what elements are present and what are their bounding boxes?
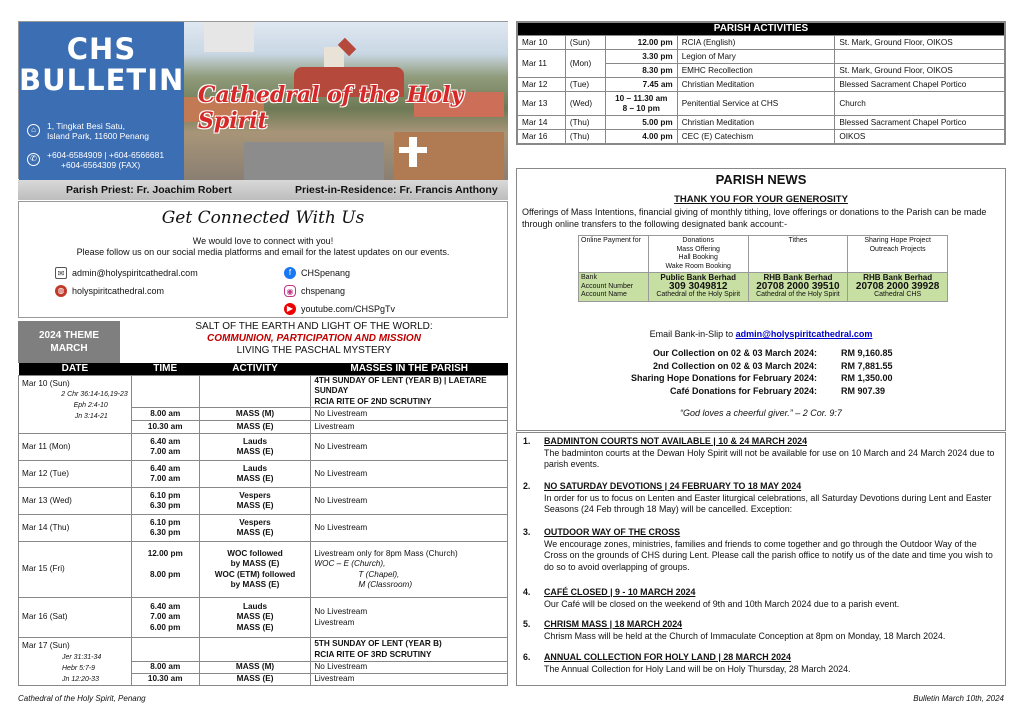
table-row: 8.00 am MASS (M) No Livestream [19, 408, 508, 421]
bank-account-table: Online Payment for Donations Mass Offering Hall Booking Wake Room Booking Tithes Sharing Hope Project Outreach Projects Bank Account Number Account Name Public Bank Berhad 309 3049812 Cathedral of the Holy Spirit RHB Bank Berhad 20708 2000 39510 Cathedral of the Holy Spirit RHB Bank Berhad 20708 2000 39928 Cathedral CHS [578, 235, 948, 302]
phone-icon: ✆ [27, 153, 40, 166]
parish-news [516, 168, 1006, 431]
youtube-link[interactable]: ▶ youtube.com/CHSPgTv [284, 303, 395, 315]
instagram-link[interactable]: ◉ chspenang [284, 285, 345, 297]
list-item: 1. BADMINTON COURTS NOT AVAILABLE | 10 & 24 MARCH 2024 The badminton courts at the Dewan Holy Spirit will not be available for use on 10 March and 24 March 2024 due to parish events. [523, 436, 995, 469]
instagram-icon: ◉ [284, 285, 296, 297]
mail-icon: ✉ [55, 267, 67, 279]
table-row: Mar 15 (Fri) 12.00 pm 8.00 pm WOC followed by MASS (E) WOC (ETM) followed by MASS (E) Livestream only for 8pm Mass (Church) WOC – E (Church), T (Chapel), M (Classroom) [19, 542, 508, 598]
activities-title: PARISH ACTIVITIES [518, 23, 1005, 36]
mass-schedule [18, 363, 508, 686]
news-title: PARISH NEWS [715, 172, 807, 187]
collection-values: RM 9,160.85 RM 7,881.55 RM 1,350.00 RM 907.39 [841, 348, 893, 396]
youtube-icon: ▶ [284, 303, 296, 315]
priest-in-residence: Priest-in-Residence: Fr. Francis Anthony [295, 184, 498, 196]
bank-slip-email: Email Bank-in-Slip to admin@holyspiritcathedral.com [649, 329, 873, 339]
table-row: Mar 10 (Sun) 2 Chr 36:14-16,19-23 Eph 2:4-10 Jn 3:14-21 4TH SUNDAY OF LENT (YEAR B) | LAETARE SUNDAY RCIA RITE OF 2ND SCRUTINY [19, 375, 508, 408]
news-items [516, 432, 1006, 686]
footer-left: Cathedral of the Holy Spirit, Penang [18, 694, 146, 703]
facebook-link[interactable]: f CHSpenang [284, 267, 350, 279]
footer-right: Bulletin March 10th, 2024 [913, 694, 1004, 703]
home-icon: ⌂ [27, 124, 40, 137]
brand-panel [19, 22, 184, 180]
table-row: Mar 12 (Tue) 7.45 am Christian Meditation Blessed Sacrament Chapel Portico [518, 78, 1005, 92]
table-row: 10.30 am MASS (E) Livestream [19, 674, 508, 686]
phone-numbers: +604-6584909 | +604-6566681 +604-6564309 (FAX) [47, 150, 165, 170]
cathedral-title: Cathedral of the Holy Spirit [198, 82, 464, 134]
table-row: 8.30 pm EMHC Recollection St. Mark, Ground Floor, OIKOS [518, 64, 1005, 78]
address: 1, Tingkat Besi Satu, Island Park, 11600 Penang [47, 121, 149, 141]
theme-section [18, 321, 508, 369]
table-row: Mar 11 (Mon) 3.30 pm Legion of Mary [518, 50, 1005, 64]
table-row: Mar 11 (Mon) 6.40 am 7.00 am Lauds MASS (E) No Livestream [19, 434, 508, 461]
table-row: 10.30 am MASS (E) Livestream [19, 421, 508, 434]
table-row: Mar 16 (Thu) 4.00 pm CEC (E) Catechism OIKOS [518, 130, 1005, 144]
table-row: Mar 17 (Sun) Jer 31:31-34 Hebr 5:7-9 Jn 12:20-33 5TH SUNDAY OF LENT (YEAR B) RCIA RITE OF 3RD SCRUTINY [19, 638, 508, 662]
table-row: Mar 13 (Wed) 6.10 pm 6.30 pm Vespers MASS (E) No Livestream [19, 488, 508, 515]
facebook-icon: f [284, 267, 296, 279]
col-activity: ACTIVITY [199, 363, 311, 375]
globe-icon: ◍ [55, 285, 67, 297]
table-row: 8.00 am MASS (M) No Livestream [19, 662, 508, 674]
table-row: Mar 16 (Sat) 6.40 am 7.00 am 6.00 pm Lauds MASS (E) MASS (E) No Livestream Livestream [19, 598, 508, 638]
col-time: TIME [131, 363, 199, 375]
offer-text: Offerings of Mass Intentions, financial giving of monthly tithing, love offerings or donations to the Parish can be made through online transfers to the following designated bank account:- [522, 207, 987, 229]
col-masses: MASSES IN THE PARISH [311, 363, 508, 375]
list-item: 4. CAFÉ CLOSED | 9 - 10 MARCH 2024 Our Café will be closed on the weekend of 9th and 10th March 2024 due to a parish event. [523, 587, 900, 609]
email-link[interactable]: ✉ admin@holyspiritcathedral.com [55, 267, 198, 279]
table-row: Mar 14 (Thu) 6.10 pm 6.30 pm Vespers MASS (E) No Livestream [19, 515, 508, 542]
website-link[interactable]: ◍ holyspiritcathedral.com [55, 285, 164, 297]
bulletin-header [18, 21, 508, 179]
connect-section [18, 201, 508, 318]
connect-line2: Please follow us on our social media platforms and email for the latest updates on our events. [76, 247, 450, 257]
parish-priest: Parish Priest: Fr. Joachim Robert [66, 184, 232, 196]
col-date: DATE [19, 363, 132, 375]
brand-title: CHS BULLETIN [19, 32, 185, 97]
list-item: 6. ANNUAL COLLECTION FOR HOLY LAND | 28 MARCH 2024 The Annual Collection for Holy Land will be on Holy Thursday, 28 March 2024. [523, 652, 851, 674]
connect-title: Get Connected With Us [161, 208, 365, 228]
parish-activities [516, 21, 1006, 145]
clergy-bar [18, 180, 508, 200]
email-link[interactable]: admin@holyspiritcathedral.com [735, 329, 873, 339]
list-item: 5. CHRISM MASS | 18 MARCH 2024 Chrism Mass will be held at the Church of Immaculate Conception at 8pm on Monday, 18 March 2024. [523, 619, 946, 641]
table-row: Mar 12 (Tue) 6.40 am 7.00 am Lauds MASS (E) No Livestream [19, 461, 508, 488]
list-item: 2. NO SATURDAY DEVOTIONS | 24 FEBRUARY TO 18 MAY 2024 In order for us to focus on Lenten and Easter liturgical celebrations, all Saturday Devotions during Lent and Easter Seasons (24 Feb through 18 May) will be cancelled. Exception: [523, 481, 992, 514]
cathedral-photo [184, 22, 508, 180]
connect-line1: We would love to connect with you! [192, 236, 334, 246]
theme-label: 2024 THEME MARCH [18, 321, 120, 363]
theme-text: SALT OF THE EARTH AND LIGHT OF THE WORLD: COMMUNION, PARTICIPATION AND MISSION LIVING THE PASCHAL MYSTERY [195, 321, 433, 356]
list-item: 3. OUTDOOR WAY OF THE CROSS We encourage zones, ministries, families and friends to come together and go through the Outdoor Way of the Cross on the grounds of CHS during Lent. Please call the parish office to notify us of the date and time you wish to do so to avoid overlapping of groups. [523, 527, 993, 572]
thank-heading: THANK YOU FOR YOUR GENEROSITY [674, 194, 848, 205]
table-row: Mar 10 (Sun) 12.00 pm RCIA (English) St. Mark, Ground Floor, OIKOS [518, 36, 1005, 50]
table-row: Mar 14 (Thu) 5.00 pm Christian Meditation Blessed Sacrament Chapel Portico [518, 116, 1005, 130]
collection-labels: Our Collection on 02 & 03 March 2024: 2nd Collection on 02 & 03 March 2024: Sharing Hope Donations for February 2024: Café Donations for February 2024: [630, 348, 817, 396]
scripture-quote: “God loves a cheerful giver.” – 2 Cor. 9:7 [680, 408, 842, 418]
table-row: Mar 13 (Wed) 10 – 11.30 am 8 – 10 pm Penitential Service at CHS Church [518, 92, 1005, 116]
